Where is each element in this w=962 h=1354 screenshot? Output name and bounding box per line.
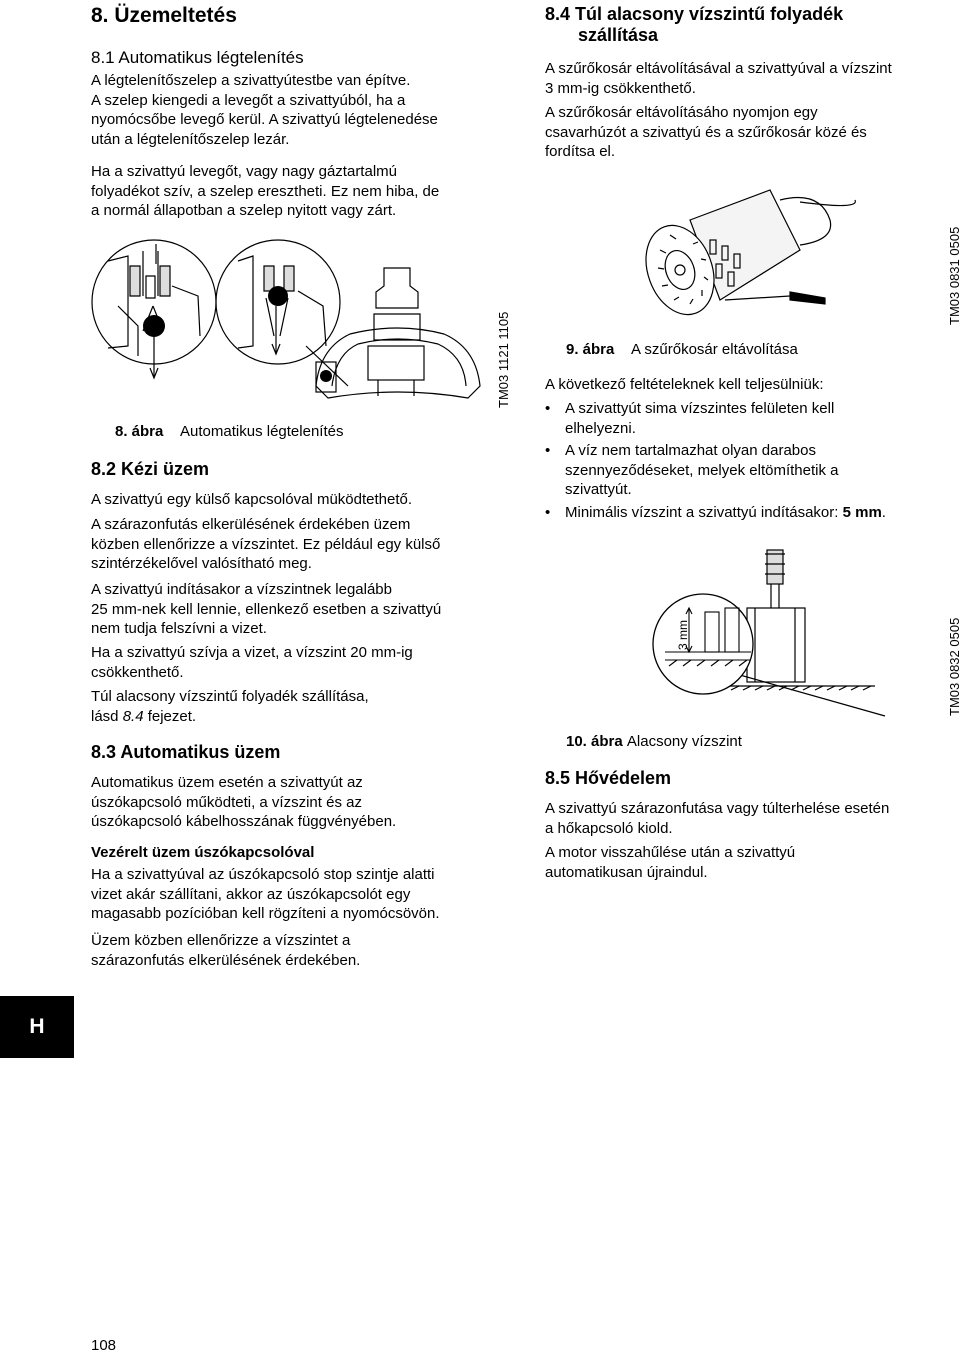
figure-8-code: TM03 1121 1105 <box>496 311 511 408</box>
section-reference-link[interactable]: 8.4 <box>122 707 144 725</box>
conditions-intro: A következő feltételeknek kell teljesülniük: <box>545 376 824 393</box>
subsection-8-1-title: 8.1 Automatikus légtelenítés <box>91 48 304 67</box>
figure-10-code: TM03 0832 0505 <box>947 617 962 716</box>
s82-paragraph-4: Ha a szivattyú szívja a vizet, a vízszint 20 mm-ig csökkenthető. <box>91 644 413 681</box>
subsection-8-2-title: 8.2 Kézi üzem <box>91 459 210 479</box>
figure-10-caption: 10. ábra Alacsony vízszint <box>566 733 742 750</box>
s82-paragraph-1: A szivattyú egy külső kapcsolóval müködtethető. <box>91 491 413 508</box>
section-title: 8. Üzemeltetés <box>91 4 237 27</box>
s85-paragraph-2: A motor visszahűlése után a szivattyú automatikusan újraindul. <box>545 844 796 881</box>
figure-9-strainer-removal-illustration <box>630 180 860 340</box>
figure-9-caption: 9. ábra A szűrőkosár eltávolítása <box>566 341 798 358</box>
s84-paragraph-1: A szűrőkosár eltávolításával a szivattyúval a vízszint 3 mm-ig csökkenthető. <box>545 60 892 97</box>
figure-8-venting-illustration <box>88 236 508 421</box>
s81-paragraph-2: Ha a szivattyú levegőt, vagy nagy gáztartalmú folyadékot szív, a szelep eresztheti. Ez nem hiba, de a normál állapotban a szelep nyitott vagy zárt. <box>91 163 440 219</box>
subsection-8-5-title: 8.5 Hővédelem <box>545 768 672 788</box>
s85-paragraph-1: A szivattyú szárazonfutása vagy túlterhelése esetén a hőkapcsoló kiold. <box>545 800 890 837</box>
s83-paragraph-3: Üzem közben ellenőrizze a vízszintet a szárazonfutás elkerülésének érdekében. <box>91 932 361 969</box>
list-item: • A szivattyút sima vízszintes felületen kell elhelyezni. <box>543 399 953 438</box>
s83-paragraph-2: Ha a szivattyúval az úszókapcsoló stop szintje alatti vizet akár szállítani, akkor az úszókapcsolót egy magasabb pozícióban kell rögzíteni a nyomócsövön. <box>91 866 440 922</box>
s83-subtitle: Vezérelt üzem úszókapcsolóval <box>91 844 315 861</box>
figure-8-caption: 8. ábra Automatikus légtelenítés <box>115 423 344 440</box>
subsection-8-4-title: 8.4 Túl alacsony vízszintű folyadék szállítása <box>545 4 844 45</box>
list-item: • Minimális vízszint a szivattyú indításakor: 5 mm. <box>543 503 953 523</box>
subsection-8-3-title: 8.3 Automatikus üzem <box>91 742 281 762</box>
page-number: 108 <box>91 1337 117 1354</box>
s81-paragraph-1: A légtelenítőszelep a szivattyútestbe van építve. A szelep kiengedi a levegőt a szivattyúból, ha a nyomócsőbe levegő kerül. A szivattyú légtelenedése után a légtelenítőszelep lezár. <box>91 72 438 148</box>
conditions-list <box>543 399 953 525</box>
s82-paragraph-3: A szivattyú indításakor a vízszintnek legalább 25 mm-nek kell lennie, ellenkező esetben a szivattyú nem tudja felszívni a vizet. <box>91 581 442 637</box>
figure-10-dimension-label: 3 mm <box>676 620 690 650</box>
s82-paragraph-2: A szárazonfutás elkerülésének érdekében üzem közben ellenőrizze a vízszintet. Ez például egy külső szintérzékelővel valósítható meg. <box>91 516 441 572</box>
list-item: • A víz nem tartalmazhat olyan darabos szennyeződéseket, melyek eltömíthetik a szivattyút. <box>543 441 953 500</box>
s84-paragraph-2: A szűrőkosár eltávolításáho nyomjon egy csavarhúzót a szivattyú és a szűrőkosár közé és fordítsa el. <box>545 104 867 160</box>
language-side-tab: H <box>0 996 74 1058</box>
s82-paragraph-5: Túl alacsony vízszintű folyadék szállítása, lásd 8.4 fejezet. <box>91 688 369 725</box>
figure-9-code: TM03 0831 0505 <box>947 226 962 325</box>
s83-paragraph-1: Automatikus üzem esetén a szivattyút az úszókapcsoló működteti, a vízszint és az úszókapcsoló kábelhosszának függvényében. <box>91 774 397 830</box>
